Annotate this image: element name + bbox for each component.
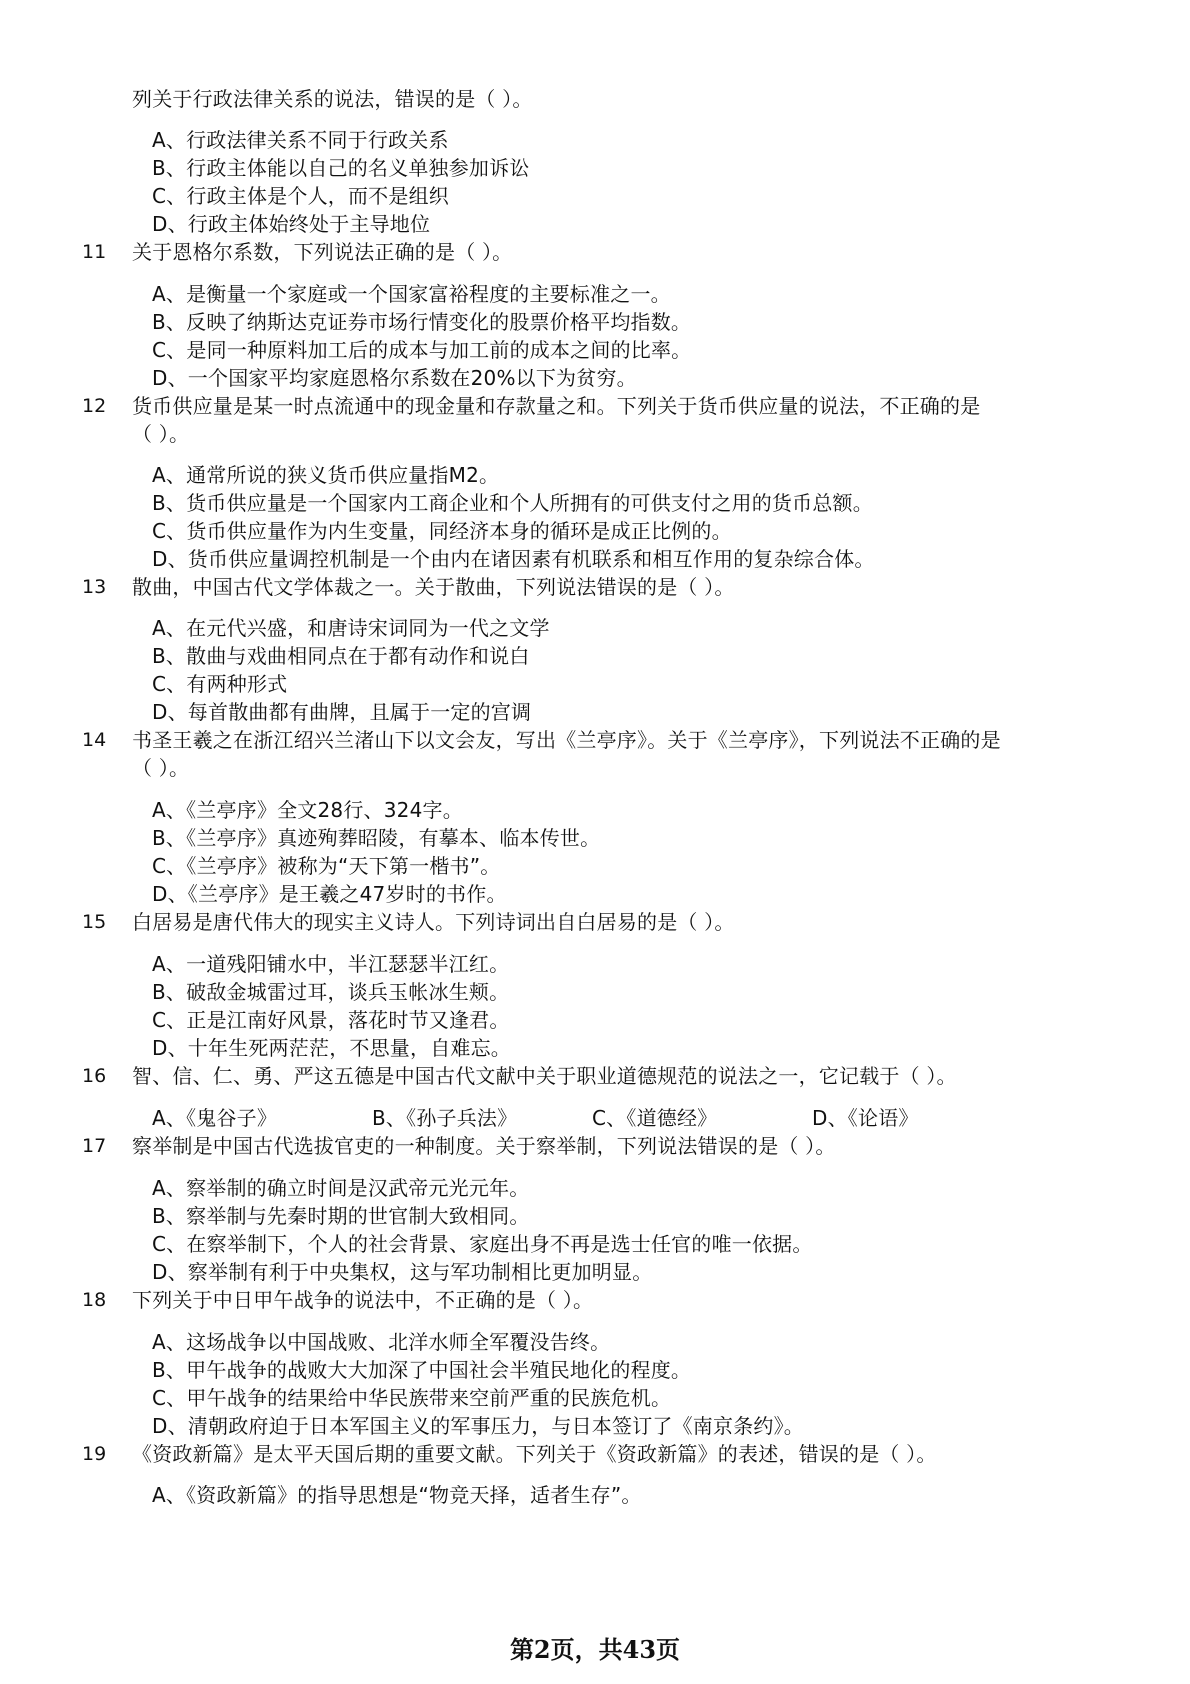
question-stem: 智、信、仁、勇、严这五德是中国古代文献中关于职业道德规范的说法之一，它记载于（ ）。 <box>132 1064 957 1088</box>
option-b: B、散曲与戏曲相同点在于都有动作和说白 <box>152 644 530 668</box>
option-c: C、甲午战争的结果给中华民族带来空前严重的民族危机。 <box>152 1386 672 1410</box>
question-number: 18 <box>82 1289 107 1311</box>
question-stem: 《资政新篇》是太平天国后期的重要文献。下列关于《资政新篇》的表述，错误的是（ ）。 <box>132 1442 937 1466</box>
option-c: C、有两种形式 <box>152 672 288 696</box>
question-10-stem: 列关于行政法律关系的说法，错误的是（ ）。 <box>132 87 533 111</box>
question-number: 17 <box>82 1135 107 1157</box>
question-stem: 察举制是中国古代选拔官吏的一种制度。关于察举制，下列说法错误的是（ ）。 <box>132 1134 836 1158</box>
question-number: 14 <box>82 729 107 751</box>
option-a: A、《资政新篇》的指导思想是“物竞天择，适者生存”。 <box>152 1483 642 1507</box>
option-d: D、十年生死两茫茫，不思量，自难忘。 <box>152 1036 512 1060</box>
option-c: C、《道德经》 <box>592 1106 718 1130</box>
page-footer: 第2页，共43页 <box>509 1635 681 1664</box>
option-d: D、行政主体始终处于主导地位 <box>152 212 431 236</box>
option-a: A、在元代兴盛，和唐诗宋词同为一代之文学 <box>152 616 550 640</box>
option-c: C、是同一种原料加工后的成本与加工前的成本之间的比率。 <box>152 338 692 362</box>
option-c: C、在察举制下，个人的社会背景、家庭出身不再是选士任官的唯一依据。 <box>152 1232 813 1256</box>
question-number: 15 <box>82 911 107 933</box>
option-b: B、《兰亭序》真迹殉葬昭陵，有摹本、临本传世。 <box>152 826 601 850</box>
question-stem-cont: （ ）。 <box>132 756 190 780</box>
option-d: D、察举制有利于中央集权，这与军功制相比更加明显。 <box>152 1260 653 1284</box>
option-a: A、《兰亭序》全文28行、324字。 <box>152 798 463 822</box>
question-number: 13 <box>82 576 107 598</box>
option-d: D、《兰亭序》是王羲之47岁时的书作。 <box>152 882 507 906</box>
option-b: B、破敌金城雷过耳，谈兵玉帐冰生颊。 <box>152 980 510 1004</box>
option-b: B、反映了纳斯达克证券市场行情变化的股票价格平均指数。 <box>152 310 692 334</box>
question-number: 16 <box>82 1065 107 1087</box>
option-b: B、货币供应量是一个国家内工商企业和个人所拥有的可供支付之用的货币总额。 <box>152 491 873 515</box>
question-stem: 关于恩格尔系数，下列说法正确的是（ ）。 <box>132 240 513 264</box>
option-c: C、行政主体是个人，而不是组织 <box>152 184 449 208</box>
question-stem: 白居易是唐代伟大的现实主义诗人。下列诗词出自白居易的是（ ）。 <box>132 910 735 934</box>
option-a: A、通常所说的狭义货币供应量指M2。 <box>152 463 500 487</box>
option-d: D、清朝政府迫于日本军国主义的军事压力，与日本签订了《南京条约》。 <box>152 1414 804 1438</box>
option-a: A、这场战争以中国战败、北洋水师全军覆没告终。 <box>152 1330 611 1354</box>
option-c: C、正是江南好风景，落花时节又逢君。 <box>152 1008 510 1032</box>
option-c: C、《兰亭序》被称为“天下第一楷书”。 <box>152 854 501 878</box>
option-c: C、货币供应量作为内生变量，同经济本身的循环是成正比例的。 <box>152 519 732 543</box>
question-number: 19 <box>82 1443 107 1465</box>
question-number: 11 <box>82 241 107 263</box>
option-a: A、察举制的确立时间是汉武帝元光元年。 <box>152 1176 530 1200</box>
option-b: B、行政主体能以自己的名义单独参加诉讼 <box>152 156 530 180</box>
question-stem: 货币供应量是某一时点流通中的现金量和存款量之和。下列关于货币供应量的说法，不正确的是 <box>132 394 981 418</box>
option-d: D、货币供应量调控机制是一个由内在诸因素有机联系和相互作用的复杂综合体。 <box>152 547 875 571</box>
option-a: A、一道残阳铺水中，半江瑟瑟半江红。 <box>152 952 510 976</box>
option-b: B、《孙子兵法》 <box>372 1106 518 1130</box>
option-a: A、《鬼谷子》 <box>152 1106 278 1130</box>
option-d: D、每首散曲都有曲牌，且属于一定的宫调 <box>152 700 532 724</box>
question-stem: 散曲，中国古代文学体裁之一。关于散曲，下列说法错误的是（ ）。 <box>132 575 735 599</box>
option-b: B、察举制与先秦时期的世官制大致相同。 <box>152 1204 530 1228</box>
question-number: 12 <box>82 395 107 417</box>
option-b: B、甲午战争的战败大大加深了中国社会半殖民地化的程度。 <box>152 1358 692 1382</box>
question-stem: 下列关于中日甲午战争的说法中，不正确的是（ ）。 <box>132 1288 594 1312</box>
question-stem-cont: （ ）。 <box>132 422 190 446</box>
option-a: A、是衡量一个家庭或一个国家富裕程度的主要标准之一。 <box>152 282 671 306</box>
option-d: D、一个国家平均家庭恩格尔系数在20%以下为贫穷。 <box>152 366 637 390</box>
option-d: D、《论语》 <box>812 1106 919 1130</box>
option-a: A、行政法律关系不同于行政关系 <box>152 128 449 152</box>
question-stem: 书圣王羲之在浙江绍兴兰渚山下以文会友，写出《兰亭序》。关于《兰亭序》，下列说法不正确的是 <box>132 728 1001 752</box>
